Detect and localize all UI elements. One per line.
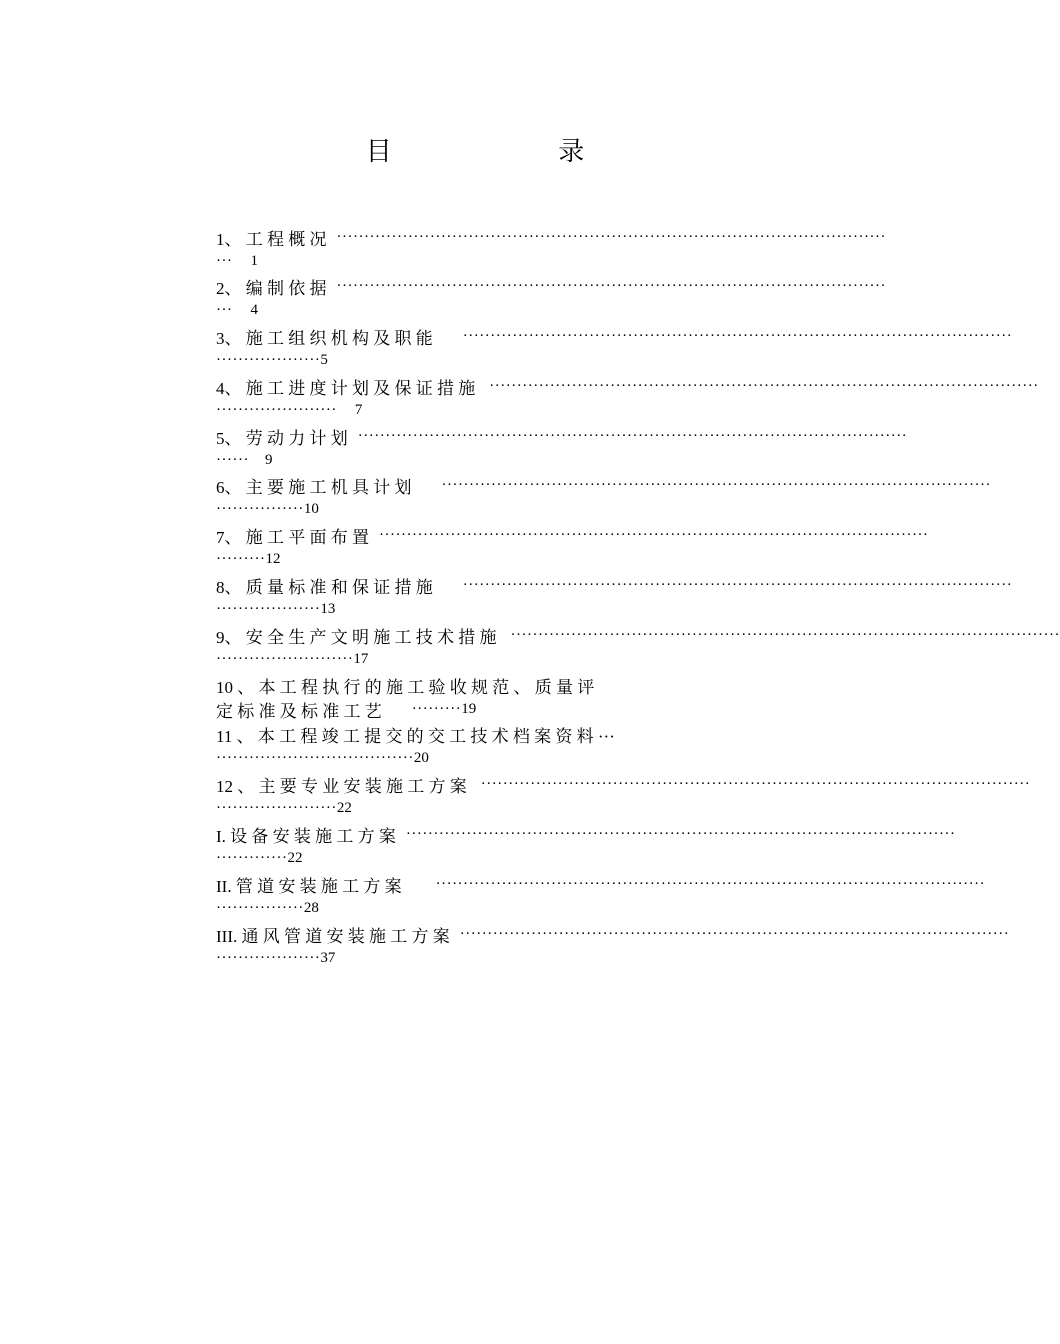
toc-label: 12 、 主 要 专 业 安 装 施 工 方 案 — [216, 777, 467, 797]
page-title — [0, 132, 950, 172]
toc-label: 10 、 本 工 程 执 行 的 施 工 验 收 规 范 、 质 量 评 — [216, 677, 595, 697]
page-number: 13 — [320, 601, 336, 618]
toc-entry-2[interactable] — [216, 273, 887, 323]
toc-label: 5、 劳 动 力 计 划 — [216, 428, 348, 448]
toc-entry-6[interactable] — [216, 472, 992, 522]
page-number: 5 — [320, 352, 328, 369]
toc-entry-7[interactable] — [216, 522, 929, 572]
toc-entry-9[interactable] — [216, 621, 1060, 671]
dot-leader-continued: ···································· — [216, 750, 414, 767]
toc-entry-13[interactable] — [216, 821, 956, 871]
dot-leader: ···································································································· — [489, 377, 1039, 394]
dot-leader-continued: ··· — [216, 252, 233, 269]
toc-entry-4[interactable] — [216, 372, 1039, 422]
toc-label: II. 管 道 安 装 施 工 方 案 — [216, 876, 402, 896]
toc-entry-14[interactable] — [216, 870, 986, 920]
dot-leader: ···································································································· — [510, 626, 1060, 643]
page-number: 19 — [461, 700, 477, 717]
page-number: 10 — [303, 501, 319, 518]
toc-entry-15[interactable] — [216, 920, 1010, 970]
dot-leader-continued: ······················ — [216, 800, 337, 817]
dot-leader: ···································································································· — [459, 925, 1010, 942]
page-number: 37 — [320, 949, 336, 966]
toc-label: 4、 施 工 进 度 计 划 及 保 证 措 施 — [216, 378, 476, 398]
toc-entry-11[interactable] — [216, 721, 836, 771]
toc-label: 8、 质 量 标 准 和 保 证 措 施 — [216, 578, 433, 598]
page-number: 22 — [287, 850, 303, 867]
dot-leader-continued: ······ — [216, 451, 249, 468]
toc-label: 1、 工 程 概 况 — [216, 229, 327, 249]
dot-leader-continued: ············· — [216, 850, 288, 867]
toc-label: 7、 施 工 平 面 布 置 — [216, 528, 369, 548]
dot-leader: ···································································································· — [336, 278, 887, 295]
toc-entry-12[interactable] — [216, 771, 1031, 821]
dot-leader: ···································································································· — [336, 228, 887, 245]
page-number: 1 — [250, 252, 258, 269]
toc-entry-8[interactable] — [216, 572, 1013, 622]
page-number: 17 — [353, 650, 369, 667]
dot-leader: ···································································································· — [405, 826, 956, 843]
toc-entry-1[interactable] — [216, 223, 887, 273]
toc-label: 6、 主 要 施 工 机 具 计 划 — [216, 478, 412, 498]
dot-leader-continued: ··················· — [216, 949, 321, 966]
dot-leader-continued: ················ — [216, 501, 304, 518]
dot-leader-continued: ··· — [216, 302, 233, 319]
toc-label: 3、 施 工 组 织 机 构 及 职 能 — [216, 329, 433, 349]
dot-leader: ···································································································· — [379, 527, 929, 544]
toc-label: 2、 编 制 依 据 — [216, 279, 327, 299]
dot-leader: ···································································································· — [435, 875, 986, 892]
toc-entry-10[interactable] — [216, 671, 836, 721]
table-of-contents — [216, 223, 1060, 970]
dot-leader-continued: ········· — [411, 700, 462, 717]
toc-entry-5[interactable] — [216, 422, 908, 472]
dot-leader-continued: ················ — [216, 899, 304, 916]
toc-label: 11 、 本 工 程 竣 工 提 交 的 交 工 技 术 档 案 资 料 ··· — [216, 727, 615, 747]
toc-label-continued: 定 标 准 及 标 准 工 艺 — [216, 701, 382, 721]
toc-label: I. 设 备 安 装 施 工 方 案 — [216, 827, 396, 847]
page-number: 12 — [265, 551, 281, 568]
dot-leader-continued: ························· — [216, 650, 354, 667]
page-number: 20 — [413, 750, 429, 767]
dot-leader-continued: ··················· — [216, 601, 321, 618]
page-number: 7 — [354, 401, 363, 418]
dot-leader: ···································································································· — [357, 427, 908, 444]
toc-label: III. 通 风 管 道 安 装 施 工 方 案 — [216, 926, 450, 946]
dot-leader-continued: ········· — [216, 551, 266, 568]
dot-leader: ···································································································· — [441, 477, 992, 494]
page-number: 9 — [264, 451, 273, 468]
toc-label: 9、 安 全 生 产 文 明 施 工 技 术 措 施 — [216, 627, 497, 647]
page-number: 22 — [336, 800, 352, 817]
dot-leader-continued: ··················· — [216, 352, 321, 369]
dot-leader: ···································································································· — [462, 577, 1013, 594]
toc-entry-3[interactable] — [216, 323, 1013, 373]
title-char-2: 录 — [558, 137, 585, 167]
title-char-1: 目 — [365, 137, 392, 167]
page-number: 28 — [303, 899, 319, 916]
dot-leader-continued: ······················ — [216, 401, 337, 418]
page-number: 4 — [250, 302, 258, 319]
dot-leader: ···································································································· — [480, 776, 1031, 793]
dot-leader: ···································································································· — [462, 328, 1013, 345]
